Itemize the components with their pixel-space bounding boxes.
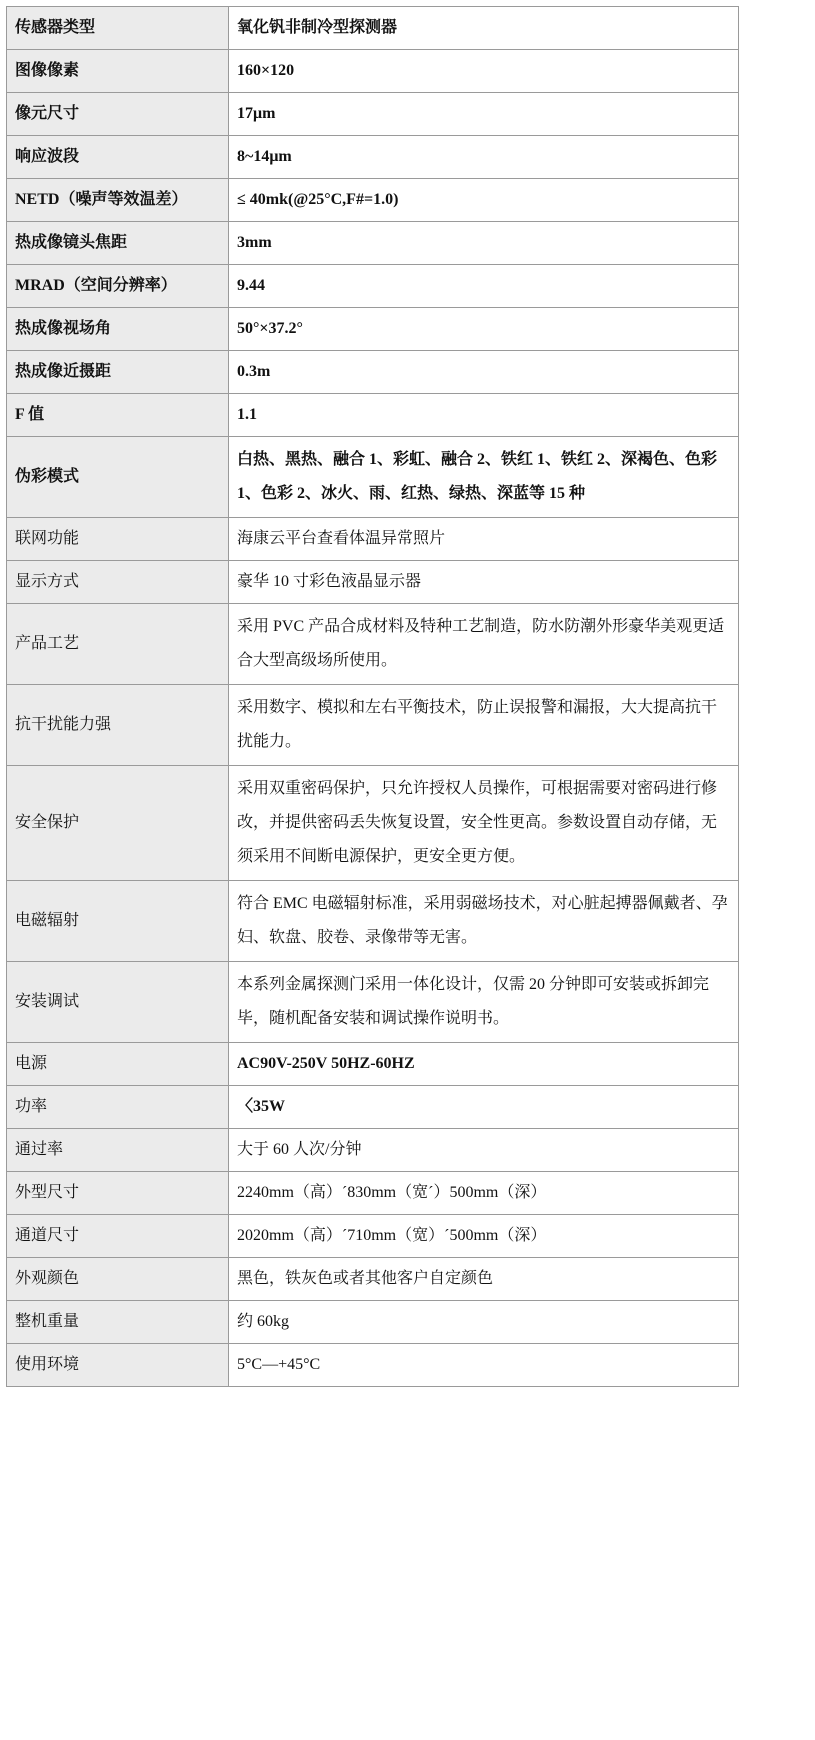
row-label: 电磁辐射: [7, 881, 229, 962]
row-label: 通道尺寸: [7, 1215, 229, 1258]
row-label: 通过率: [7, 1129, 229, 1172]
table-row: [7, 351, 739, 394]
row-value: ≤ 40mk(@25°C,F#=1.0): [229, 179, 739, 222]
row-value: 9.44: [229, 265, 739, 308]
row-label: 抗干扰能力强: [7, 685, 229, 766]
table-row: [7, 1258, 739, 1301]
row-label: 响应波段: [7, 136, 229, 179]
row-value: 采用 PVC 产品合成材料及特种工艺制造，防水防潮外形豪华美观更适合大型高级场所使用。: [229, 604, 739, 685]
row-label: 产品工艺: [7, 604, 229, 685]
row-label: 热成像视场角: [7, 308, 229, 351]
table-row: [7, 685, 739, 766]
table-row: [7, 1344, 739, 1387]
row-label: 显示方式: [7, 561, 229, 604]
row-value: 采用数字、模拟和左右平衡技术，防止误报警和漏报，大大提高抗干扰能力。: [229, 685, 739, 766]
row-label: 图像像素: [7, 50, 229, 93]
row-value: 8~14μm: [229, 136, 739, 179]
table-row: [7, 308, 739, 351]
row-value: 17μm: [229, 93, 739, 136]
table-row: [7, 962, 739, 1043]
table-row: [7, 604, 739, 685]
row-label: 伪彩模式: [7, 437, 229, 518]
table-row: [7, 394, 739, 437]
row-value: 5°C—+45°C: [229, 1344, 739, 1387]
table-row: [7, 1043, 739, 1086]
table-row: [7, 93, 739, 136]
row-value: 0.3m: [229, 351, 739, 394]
row-value: 大于 60 人次/分钟: [229, 1129, 739, 1172]
row-label: MRAD（空间分辨率）: [7, 265, 229, 308]
row-value: AC90V-250V 50HZ-60HZ: [229, 1043, 739, 1086]
table-row: [7, 561, 739, 604]
row-label: 电源: [7, 1043, 229, 1086]
table-row: [7, 7, 739, 50]
row-value: 〈35W: [229, 1086, 739, 1129]
row-value: 1.1: [229, 394, 739, 437]
table-row: [7, 766, 739, 881]
row-value: 白热、黑热、融合 1、彩虹、融合 2、铁红 1、铁红 2、深褐色、色彩 1、色彩 2、冰火、雨、红热、绿热、深蓝等 15 种: [229, 437, 739, 518]
table-row: [7, 1086, 739, 1129]
row-label: 外观颜色: [7, 1258, 229, 1301]
table-row: [7, 179, 739, 222]
row-value: 海康云平台查看体温异常照片: [229, 518, 739, 561]
row-label: 热成像镜头焦距: [7, 222, 229, 265]
row-label: 安全保护: [7, 766, 229, 881]
row-value: 约 60kg: [229, 1301, 739, 1344]
table-row: [7, 1301, 739, 1344]
row-label: 安装调试: [7, 962, 229, 1043]
row-label: 传感器类型: [7, 7, 229, 50]
table-row: [7, 1215, 739, 1258]
table-row: [7, 437, 739, 518]
row-label: 热成像近摄距: [7, 351, 229, 394]
row-value: 2240mm（高）´830mm（宽´）500mm（深）: [229, 1172, 739, 1215]
table-row: [7, 1129, 739, 1172]
table-row: [7, 222, 739, 265]
table-row: [7, 50, 739, 93]
row-label: 外型尺寸: [7, 1172, 229, 1215]
row-value: 本系列金属探测门采用一体化设计，仅需 20 分钟即可安装或拆卸完毕，随机配备安装和调试操作说明书。: [229, 962, 739, 1043]
row-value: 氧化钒非制冷型探测器: [229, 7, 739, 50]
table-row: [7, 881, 739, 962]
table-row: [7, 518, 739, 561]
row-label: F 值: [7, 394, 229, 437]
row-label: NETD（噪声等效温差）: [7, 179, 229, 222]
row-value: 采用双重密码保护，只允许授权人员操作，可根据需要对密码进行修改，并提供密码丢失恢复设置，安全性更高。参数设置自动存储，无须采用不间断电源保护，更安全更方便。: [229, 766, 739, 881]
row-value: 50°×37.2°: [229, 308, 739, 351]
table-body: [7, 7, 739, 1387]
row-value: 3mm: [229, 222, 739, 265]
row-value: 2020mm（高）´710mm（宽）´500mm（深）: [229, 1215, 739, 1258]
row-value: 黑色，铁灰色或者其他客户自定颜色: [229, 1258, 739, 1301]
row-label: 像元尺寸: [7, 93, 229, 136]
specifications-table: [6, 6, 739, 1387]
row-value: 160×120: [229, 50, 739, 93]
table-row: [7, 136, 739, 179]
table-row: [7, 265, 739, 308]
row-label: 使用环境: [7, 1344, 229, 1387]
row-value: 豪华 10 寸彩色液晶显示器: [229, 561, 739, 604]
table-row: [7, 1172, 739, 1215]
row-value: 符合 EMC 电磁辐射标准，采用弱磁场技术，对心脏起搏器佩戴者、孕妇、软盘、胶卷、录像带等无害。: [229, 881, 739, 962]
row-label: 整机重量: [7, 1301, 229, 1344]
row-label: 功率: [7, 1086, 229, 1129]
row-label: 联网功能: [7, 518, 229, 561]
